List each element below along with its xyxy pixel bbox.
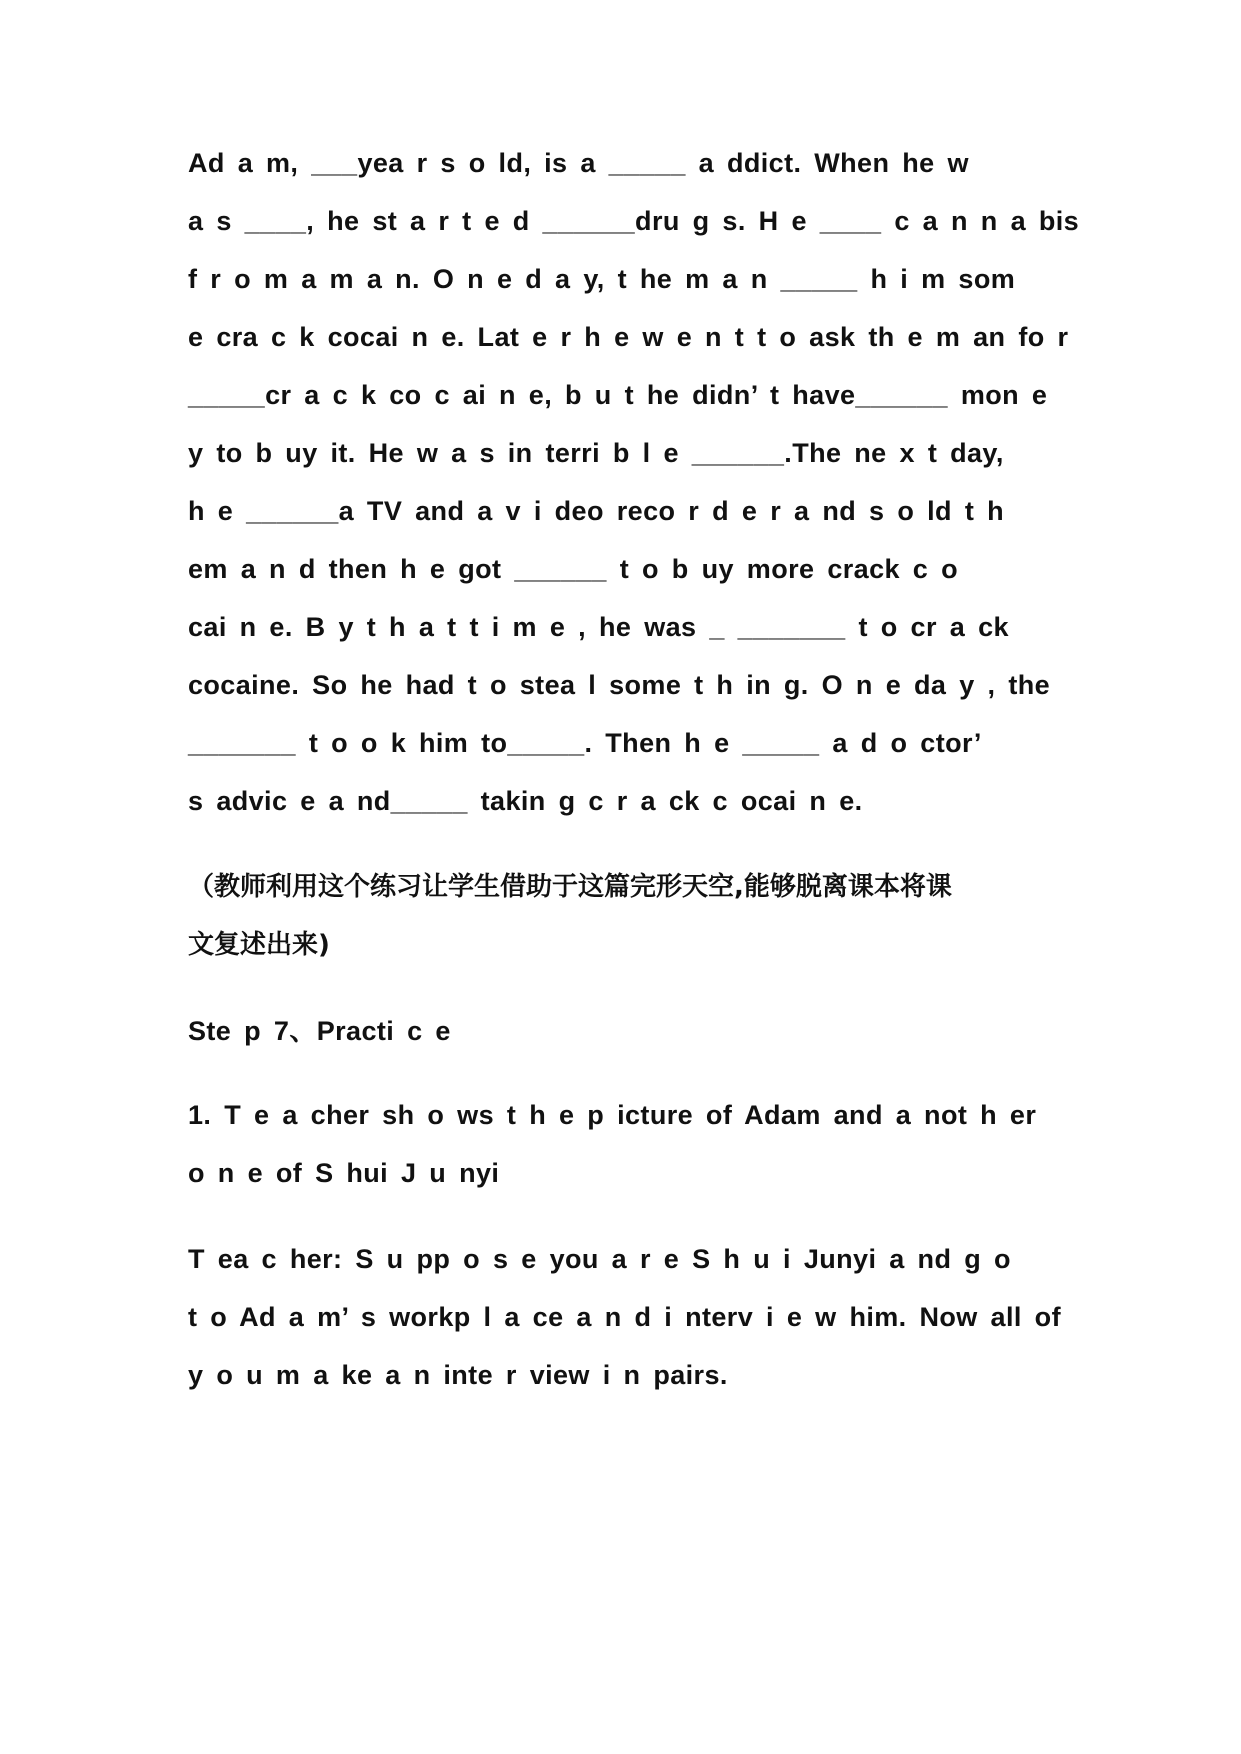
teacher-dialogue-line-2: t o Ad a m’ s workp l a ce a n d i nterv i e w him. Now all of xyxy=(188,1302,1061,1332)
cloze-line-7: h e ______a TV and a v i deo reco r d e r a nd s o ld t h xyxy=(188,496,1005,526)
teacher-dialogue-line-1: T ea c her: S u pp o s e you a r e S h u i Junyi a nd g o xyxy=(188,1244,1011,1274)
practice-item-line-2: o n e of S hui J u nyi xyxy=(188,1158,500,1188)
cloze-line-6: y to b uy it. He w a s in terri b l e ______.The ne x t day, xyxy=(188,438,1004,468)
teacher-note-line-2: 文复述出来) xyxy=(188,930,330,960)
cloze-line-12: s advic e a nd_____ takin g c r a ck c ocai n e. xyxy=(188,786,863,816)
step-heading: Ste p 7、Practi c e xyxy=(188,1016,451,1046)
cloze-line-1: Ad a m, ___yea r s o ld, is a _____ a ddict. When he w xyxy=(188,148,969,178)
practice-item-line-1: 1. T e a cher sh o ws t h e p icture of Adam and a not h er xyxy=(188,1100,1037,1130)
teacher-note-line-1: （教师利用这个练习让学生借助于这篇完形天空,能够脱离课本将课 xyxy=(188,872,952,902)
cloze-line-5: _____cr a c k co c ai n e, b u t he didn’ t have______ mon e xyxy=(188,380,1048,410)
cloze-line-8: em a n d then h e got ______ t o b uy more crack c o xyxy=(188,554,959,584)
teacher-dialogue-line-3: y o u m a ke a n inte r view i n pairs. xyxy=(188,1360,728,1390)
cloze-line-2: a s ____, he st a r t e d ______dru g s. H e ____ c a n n a bis xyxy=(188,206,1080,236)
cloze-line-9: cai n e. B y t h a t t i m e , he was _ _______ t o cr a ck xyxy=(188,612,1009,642)
cloze-line-10: cocaine. So he had t o stea l some t h in g. O n e da y , the xyxy=(188,670,1051,700)
cloze-line-11: _______ t o o k him to_____. Then h e _____ a d o ctor’ xyxy=(188,728,982,758)
cloze-line-4: e cra c k cocai n e. Lat e r h e w e n t t o ask th e m an fo r xyxy=(188,322,1069,352)
cloze-line-3: f r o m a m a n. O n e d a y, t he m a n _____ h i m som xyxy=(188,264,1016,294)
